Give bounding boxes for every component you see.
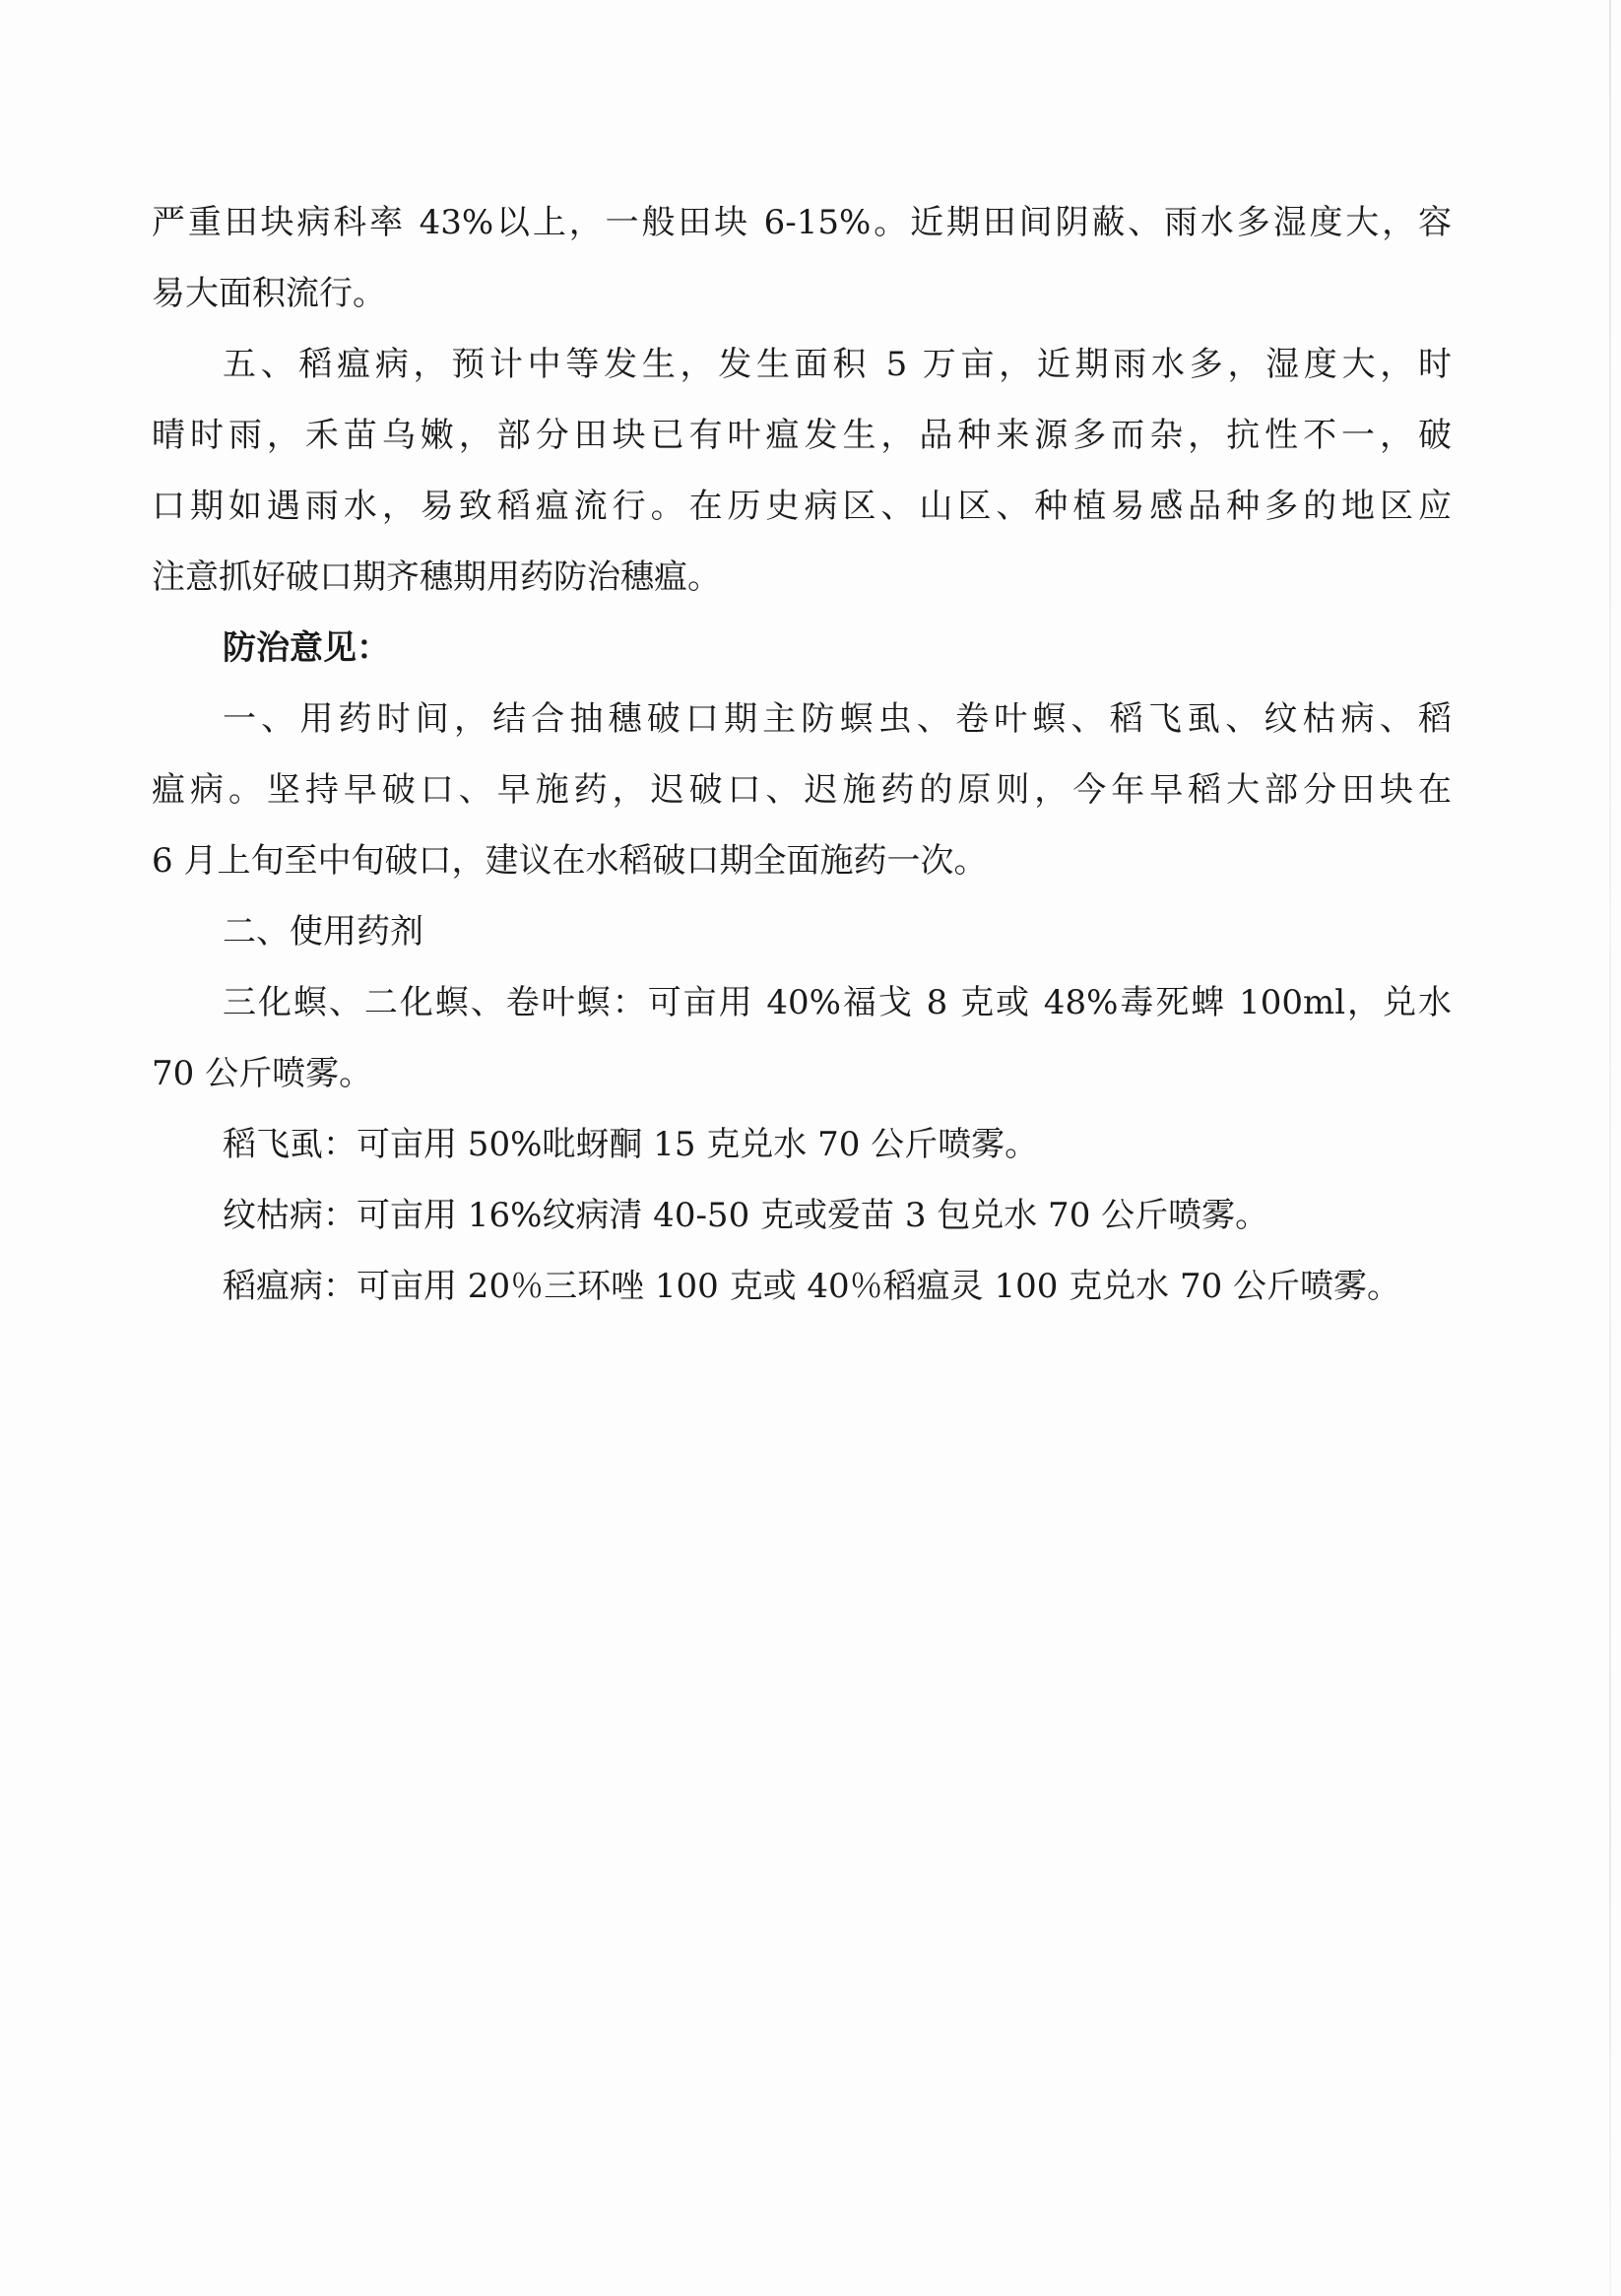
paragraph-line: 口期如遇雨水，易致稻瘟流行。在历史病区、山区、种植易感品种多的地区应	[152, 487, 1452, 526]
paragraph-line: 二、使用药剂	[223, 912, 423, 951]
paragraph-line: 严重田块病科率 43%以上，一般田块 6-15%。近期田间阴蔽、雨水多湿度大，容	[152, 203, 1452, 242]
paragraph-line: 瘟病。坚持早破口、早施药，迟破口、迟施药的原则，今年早稻大部分田块在	[152, 770, 1452, 810]
paragraph-line: 晴时雨，禾苗乌嫩，部分田块已有叶瘟发生，品种来源多而杂，抗性不一，破	[152, 416, 1452, 455]
paragraph-line: 五、稻瘟病，预计中等发生，发生面积 5 万亩，近期雨水多，湿度大，时	[223, 345, 1452, 384]
paragraph-line: 三化螟、二化螟、卷叶螟：可亩用 40%福戈 8 克或 48%毒死蜱 100ml，兑水	[223, 983, 1452, 1022]
paragraph-line: 稻瘟病：可亩用 20％三环唑 100 克或 40％稻瘟灵 100 克兑水 70 公斤喷雾。	[223, 1267, 1401, 1306]
section-heading: 防治意见：	[223, 628, 390, 668]
paragraph-line: 6 月上旬至中旬破口，建议在水稻破口期全面施药一次。	[152, 841, 988, 881]
paragraph-line: 注意抓好破口期齐穗期用药防治穗瘟。	[152, 558, 721, 597]
paragraph-line: 70 公斤喷雾。	[152, 1054, 373, 1093]
paragraph-line: 纹枯病：可亩用 16%纹病清 40-50 克或爱苗 3 包兑水 70 公斤喷雾。	[223, 1196, 1269, 1235]
document-body	[152, 187, 1452, 1322]
paragraph-line: 易大面积流行。	[152, 274, 386, 313]
paragraph-line: 一、用药时间，结合抽穗破口期主防螟虫、卷叶螟、稻飞虱、纹枯病、稻	[223, 699, 1452, 739]
scan-edge-shadow	[1609, 0, 1611, 2296]
paragraph-line: 稻飞虱：可亩用 50%吡蚜酮 15 克兑水 70 公斤喷雾。	[223, 1125, 1039, 1164]
